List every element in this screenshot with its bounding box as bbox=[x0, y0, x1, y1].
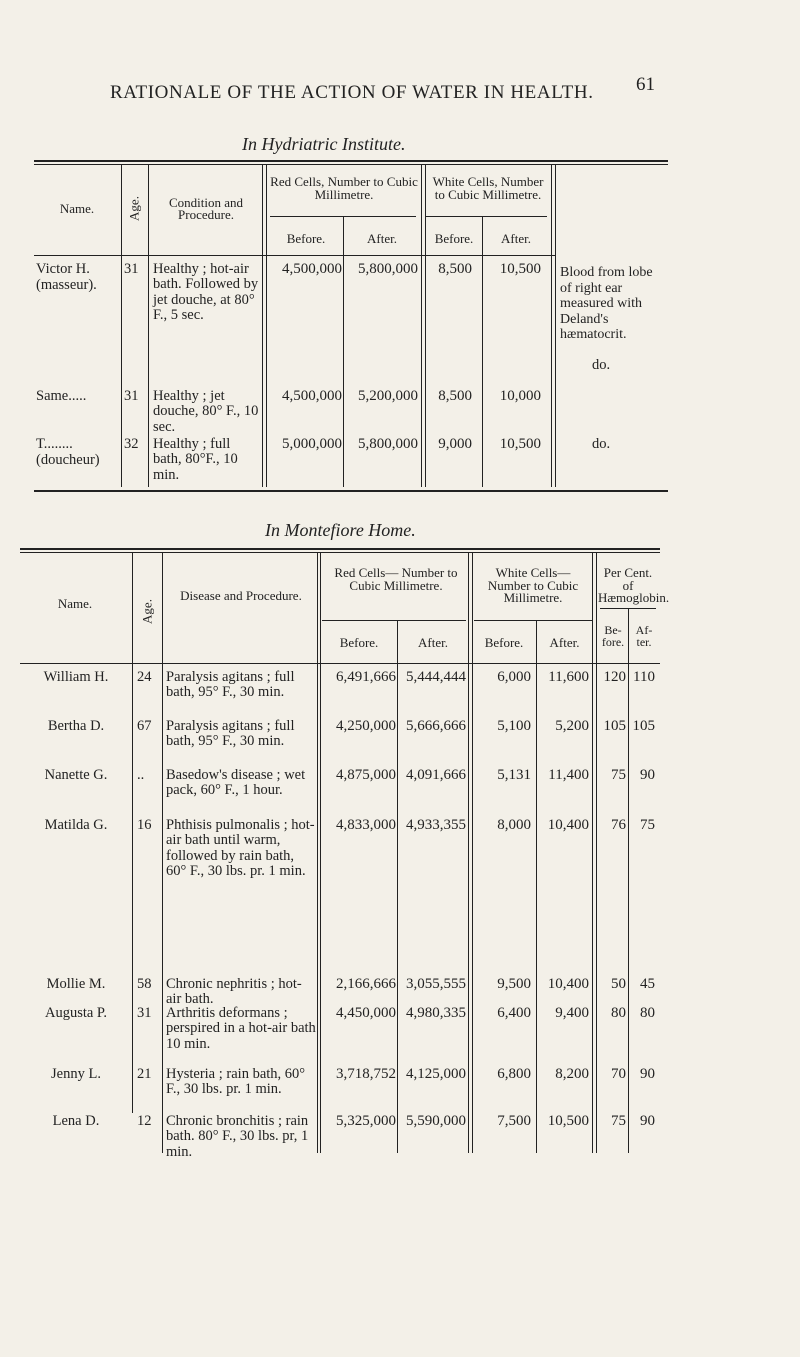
t1-header-name: Name. bbox=[59, 201, 95, 216]
t2-row-white-before: 5,131 bbox=[497, 767, 531, 783]
t2-row-red-after: 5,666,666 bbox=[406, 718, 466, 734]
table2-caption: In Montefiore Home. bbox=[265, 520, 416, 540]
t2-row-hb-before: 80 bbox=[611, 1005, 626, 1021]
t2-row-white-before: 6,000 bbox=[497, 669, 531, 685]
t2-header-name: Name. bbox=[57, 596, 93, 611]
t1-row-red-after: 5,200,000 bbox=[358, 388, 418, 404]
t1-row-white-after: 10,000 bbox=[499, 388, 541, 404]
t2-row-red-before: 4,833,000 bbox=[336, 817, 396, 833]
t2-row-red-after: 5,590,000 bbox=[406, 1113, 466, 1129]
t2-row-procedure: Hysteria ; rain bath, 60° F., 30 lbs. pr. 1 min. bbox=[166, 1066, 306, 1098]
t2-row-red-before: 4,875,000 bbox=[336, 767, 396, 783]
t2-row-hb-before: 70 bbox=[611, 1066, 626, 1082]
t2-row-white-after: 10,400 bbox=[547, 817, 589, 833]
t1-row-white-after: 10,500 bbox=[499, 436, 541, 452]
t1-row-red-after: 5,800,000 bbox=[358, 261, 418, 277]
t1-header-white-after: After. bbox=[501, 231, 531, 246]
t2-header-disease: Disease and Procedure. bbox=[180, 588, 302, 603]
t2-row-hb-after: 45 bbox=[640, 976, 655, 992]
t1-row-procedure: Healthy ; jet douche, 80° F., 10 sec. bbox=[153, 388, 259, 435]
t2-row-age: 31 bbox=[137, 1005, 152, 1021]
t2-row-red-after: 4,933,355 bbox=[406, 817, 466, 833]
t2-row-white-after: 10,400 bbox=[547, 976, 589, 992]
t2-header-red-after: After. bbox=[418, 635, 448, 650]
t2-row-white-before: 8,000 bbox=[497, 817, 531, 833]
t2-row-red-before: 5,325,000 bbox=[336, 1113, 396, 1129]
t1-row-name: T........ (doucheur) bbox=[36, 436, 100, 468]
t2-row-red-before: 3,718,752 bbox=[336, 1066, 396, 1082]
t2-row-hb-before: 75 bbox=[611, 767, 626, 783]
t2-row-white-before: 5,100 bbox=[497, 718, 531, 734]
t2-header-hb: Per Cent. of Hæmoglobin. bbox=[598, 565, 670, 605]
t2-row-age: 21 bbox=[137, 1066, 152, 1082]
t1-header-red-after: After. bbox=[367, 231, 397, 246]
t2-row-red-before: 4,450,000 bbox=[336, 1005, 396, 1021]
t2-row-hb-after: 90 bbox=[640, 1066, 655, 1082]
t2-header-red-before: Before. bbox=[339, 635, 379, 650]
t2-row-hb-after: 90 bbox=[640, 767, 655, 783]
t2-row-procedure: Phthisis pulmonalis ; hot-air bath until warm, followed by rain bath, 60° F., 30 lbs. pr. 1 min. bbox=[166, 817, 315, 879]
t1-row-white-after: 10,500 bbox=[499, 261, 541, 277]
t2-row-procedure: Arthritis deformans ; perspired in a hot-air bath 10 min. bbox=[166, 1005, 316, 1052]
t2-row-age: 12 bbox=[137, 1113, 152, 1129]
t2-header-red: Red Cells— Number to Cubic Millimetre. bbox=[334, 565, 458, 593]
t1-header-red-before: Before. bbox=[286, 231, 326, 246]
t2-row-name: Lena D. bbox=[52, 1113, 100, 1129]
t2-row-name: Jenny L. bbox=[51, 1066, 101, 1082]
t2-row-hb-before: 105 bbox=[603, 718, 626, 734]
running-head: RATIONALE OF THE ACTION OF WATER IN HEALTH. bbox=[110, 82, 594, 103]
t2-header-white: White Cells— Number to Cubic Millimetre. bbox=[487, 565, 579, 605]
t2-row-white-after: 9,400 bbox=[555, 1005, 589, 1021]
t2-row-hb-before: 50 bbox=[611, 976, 626, 992]
t2-header-age: Age. bbox=[139, 599, 155, 624]
t2-row-age: .. bbox=[137, 767, 145, 783]
t1-row-white-before: 8,500 bbox=[438, 388, 472, 404]
t2-row-hb-before: 120 bbox=[603, 669, 626, 685]
t2-row-white-after: 11,600 bbox=[548, 669, 589, 685]
t2-row-white-before: 6,800 bbox=[497, 1066, 531, 1082]
t2-row-name: Bertha D. bbox=[47, 718, 105, 734]
t2-row-red-before: 6,491,666 bbox=[336, 669, 396, 685]
t1-row-white-before: 8,500 bbox=[438, 261, 472, 277]
t2-row-name: Mollie M. bbox=[46, 976, 106, 992]
t2-row-white-before: 7,500 bbox=[497, 1113, 531, 1129]
t2-row-white-before: 6,400 bbox=[497, 1005, 531, 1021]
t2-row-white-before: 9,500 bbox=[497, 976, 531, 992]
t2-header-hb-before: Be- fore. bbox=[601, 623, 625, 649]
t1-row-procedure: Healthy ; full bath, 80°F., 10 min. bbox=[153, 436, 238, 483]
t1-row-red-before: 4,500,000 bbox=[282, 261, 342, 277]
t2-header-hb-after: Af- ter. bbox=[635, 623, 653, 649]
t1-row-age: 31 bbox=[124, 388, 139, 404]
t2-row-red-after: 4,980,335 bbox=[406, 1005, 466, 1021]
t2-row-name: Nanette G. bbox=[44, 767, 108, 783]
t2-row-age: 24 bbox=[137, 669, 152, 685]
t2-row-age: 58 bbox=[137, 976, 152, 992]
t2-row-hb-after: 80 bbox=[640, 1005, 655, 1021]
t2-header-white-after: After. bbox=[549, 635, 580, 650]
t2-header-white-before: Before. bbox=[484, 635, 524, 650]
t2-row-hb-before: 76 bbox=[611, 817, 626, 833]
t2-row-hb-after: 110 bbox=[633, 669, 655, 685]
t1-row-age: 31 bbox=[124, 261, 139, 277]
t2-row-red-after: 4,091,666 bbox=[406, 767, 466, 783]
t2-row-white-after: 10,500 bbox=[547, 1113, 589, 1129]
t2-row-hb-after: 75 bbox=[640, 817, 655, 833]
t1-row-name: Victor H. (masseur). bbox=[36, 261, 97, 293]
t2-row-white-after: 8,200 bbox=[555, 1066, 589, 1082]
table1-caption: In Hydriatric Institute. bbox=[242, 134, 406, 154]
t2-row-procedure: Chronic bronchitis ; rain bath. 80° F., 30 lbs. pr, 1 min. bbox=[166, 1113, 309, 1160]
t2-row-red-before: 2,166,666 bbox=[336, 976, 396, 992]
t2-row-white-after: 5,200 bbox=[555, 718, 589, 734]
t2-row-hb-before: 75 bbox=[611, 1113, 626, 1129]
t1-row-age: 32 bbox=[124, 436, 139, 452]
t2-row-white-after: 11,400 bbox=[548, 767, 589, 783]
t2-row-procedure: Paralysis agitans ; full bath, 95° F., 30 min. bbox=[166, 669, 295, 701]
t1-row-white-before: 9,000 bbox=[438, 436, 472, 452]
t2-row-red-after: 5,444,444 bbox=[406, 669, 466, 685]
t2-row-age: 67 bbox=[137, 718, 152, 734]
t1-row-name: Same..... bbox=[36, 388, 87, 404]
t1-header-age: Age. bbox=[126, 196, 142, 221]
t1-header-red: Red Cells, Number to Cubic Millimetre. bbox=[270, 174, 418, 202]
t2-row-name: William H. bbox=[43, 669, 109, 685]
t1-row-remark: Blood from lobe of right ear measured with Deland's hæmatocrit. bbox=[560, 265, 653, 343]
t2-row-red-before: 4,250,000 bbox=[336, 718, 396, 734]
t1-row-procedure: Healthy ; hot-air bath. Followed by jet douche, at 80° F., 5 sec. bbox=[153, 261, 259, 323]
t2-row-name: Matilda G. bbox=[44, 817, 108, 833]
t2-row-name: Augusta P. bbox=[44, 1005, 108, 1021]
page-number: 61 bbox=[636, 74, 655, 95]
t2-row-red-after: 3,055,555 bbox=[406, 976, 466, 992]
t1-row-remark: do. bbox=[592, 357, 611, 373]
t1-header-white: White Cells, Number to Cubic Millimetre. bbox=[432, 174, 544, 202]
t2-row-procedure: Basedow's disease ; wet pack, 60° F., 1 hour. bbox=[166, 767, 306, 799]
t1-row-remark: do. bbox=[592, 436, 611, 452]
t1-row-red-before: 4,500,000 bbox=[282, 388, 342, 404]
t2-row-procedure: Paralysis agitans ; full bath, 95° F., 30 min. bbox=[166, 718, 295, 750]
t1-header-condition: Condition and Procedure. bbox=[168, 195, 244, 222]
t2-row-red-after: 4,125,000 bbox=[406, 1066, 466, 1082]
t2-row-procedure: Chronic nephritis ; hot-air bath. bbox=[166, 976, 302, 1008]
t2-row-age: 16 bbox=[137, 817, 152, 833]
t1-row-red-before: 5,000,000 bbox=[282, 436, 342, 452]
t1-row-red-after: 5,800,000 bbox=[358, 436, 418, 452]
t2-row-hb-after: 90 bbox=[640, 1113, 655, 1129]
t2-row-hb-after: 105 bbox=[632, 718, 655, 734]
t1-header-white-before: Before. bbox=[434, 231, 474, 246]
